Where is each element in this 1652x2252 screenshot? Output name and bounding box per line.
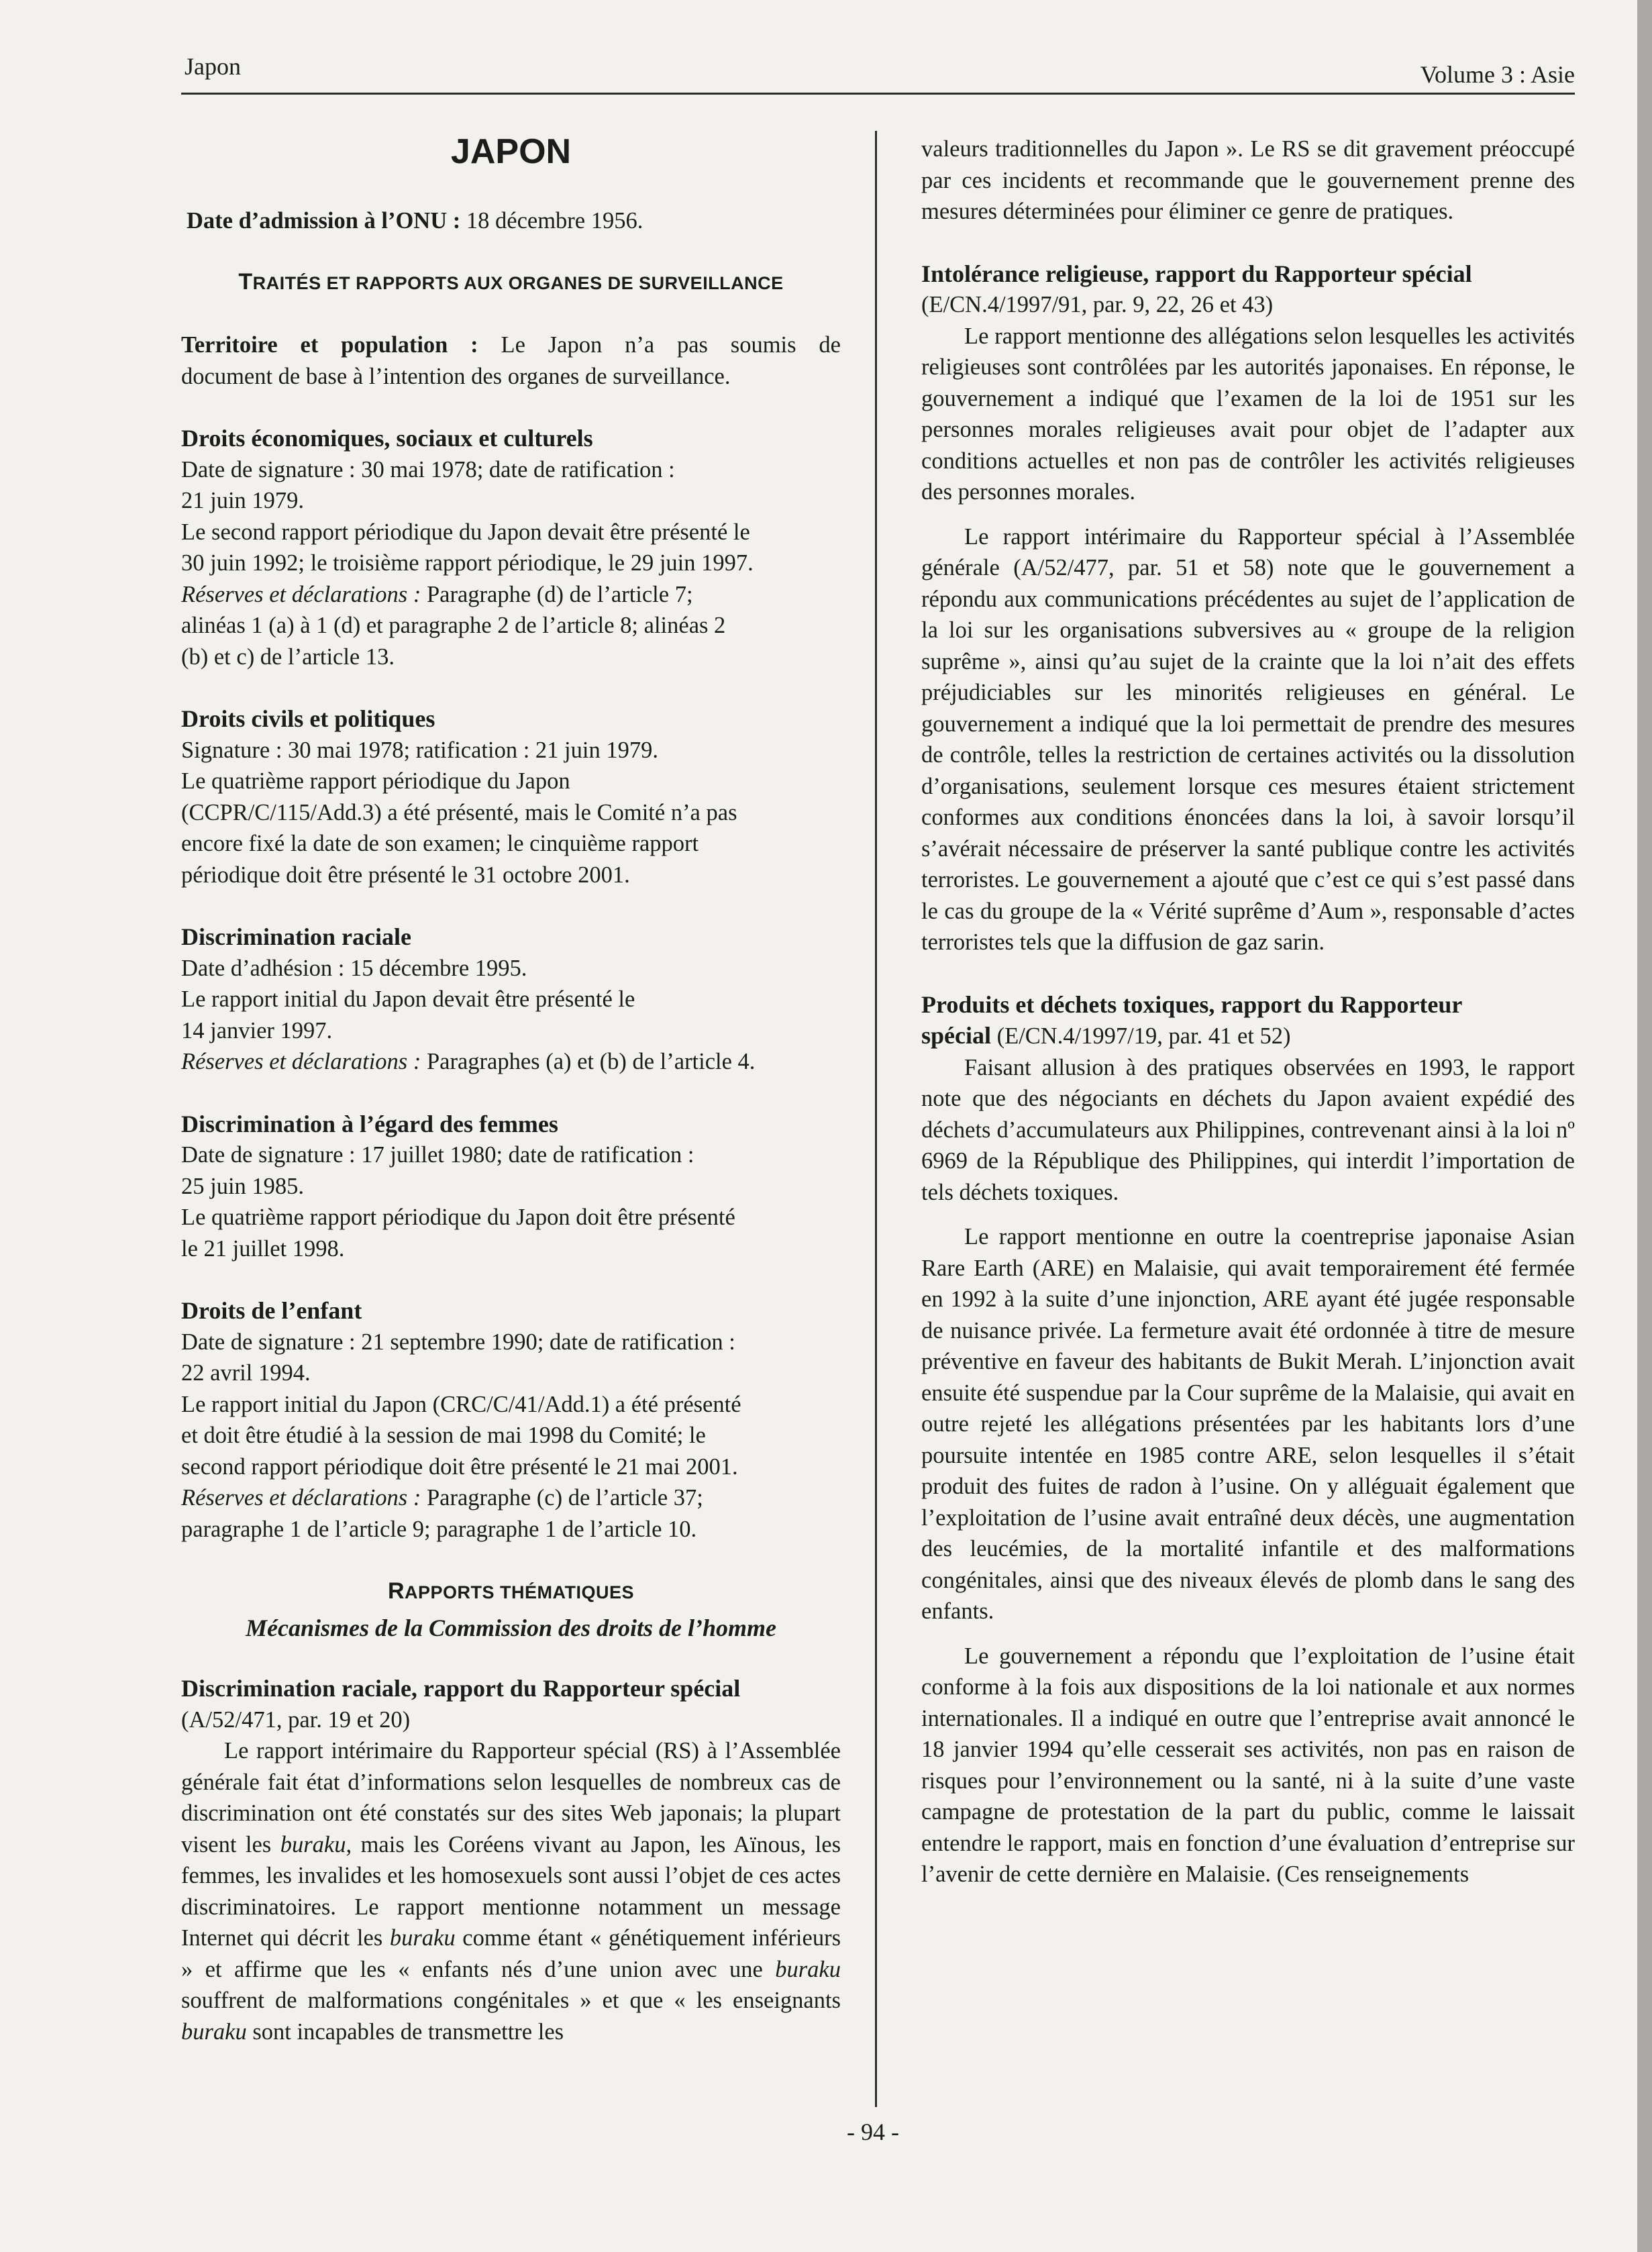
admission-value: 18 décembre 1956. xyxy=(466,208,643,234)
ir-paragraph-1: Le rapport mentionne des allégations selon lesquelles les activités religieuses sont contrôlées par les autorités japonaises. En réponse, le gouvernement a indiqué que l’examen de la loi de 1951 sur les personnes morales religieuses avait pour objet de l’adapter aux conditions actuelles et non pas de contrôler les activités religieuses des personnes morales. xyxy=(921,323,1575,505)
column-divider xyxy=(875,131,877,2107)
pd-block: Produits et déchets toxiques, rapport du Rapporteur spécial (E/CN.4/1997/19, par. 41 et 52) Faisant allusion à des pratiques observées en 1993, le rapport note que des négociants en déchets du Japon avaient expédié des déchets d’accumulateurs aux Philippines, contrevenant ainsi à la loi nº 6969 de la République des Philippines, qui interdit l’importation de tels déchets toxiques. Le rapport mentionne en outre la coentreprise japonaise Asian Rare Earth (ARE) en Malaisie, qui avait temporairement été fermée en 1992 à la suite d’une injonction, ARE ayant été jugée responsable de nuisance privée. La fermeture avait été ordonnée à titre de mesure préventive en faveur des habitants de Bukit Merah. L’injonction avait ensuite été suspendue par la Cour suprême de la Malaisie, qui avait en outre rejeté les allégations présentées par les habitants lors d’une poursuite intentée en 1985 contre ARE, selon lesquelles il s’était produit des fuites de radon à l’usine. On y alléguait également que l’exploitation de l’usine avait entraîné deux décès, une augmentation des leucémies, de la mortalité infantile et des malformations congénitales, ainsi que des niveaux élevés de plomb dans le sang des enfants. Le gouvernement a répondu que l’exploitation de l’usine était conforme à la fois aux dispositions de la loi nationale et aux normes internationales. Il a indiqué en outre que l’entreprise avait annoncé le 18 janvier 1994 qu’elle cesserait ses activités, non pas en raison de risques pour l’environnement ou la santé, ni à la suite d’une vaste campagne de protestation de la part du public, comme le laissait entendre le rapport, mais en fonction d’une évaluation d’entreprise sur l’avenir de cette dernière en Malaisie. (Ces renseignements xyxy=(921,989,1575,1890)
reserves-label: Réserves et déclarations : xyxy=(181,1049,421,1074)
pd-ref: (E/CN.4/1997/19, par. 41 et 52) xyxy=(996,1023,1291,1049)
de-heading: Droits de l’enfant xyxy=(181,1297,362,1324)
running-head-country: Japon xyxy=(185,53,241,80)
drr-continuation: valeurs traditionnelles du Japon ». Le RS se dit gravement préoccupé par ces incidents et recommande que le gouvernement prenne des mesures déterminées pour éliminer ce genre de pratiques. xyxy=(921,136,1575,224)
binding-edge xyxy=(1637,0,1652,2252)
df-block: Discrimination à l’égard des femmes Date de signature : 17 juillet 1980; date de ratification : 25 juin 1985. Le quatrième rapport périodique du Japon doit être présenté le 21 juillet 1998. xyxy=(181,1109,841,1265)
running-head-volume: Volume 3 : Asie xyxy=(1420,61,1575,88)
df-heading: Discrimination à l’égard des femmes xyxy=(181,1110,558,1137)
territoire-block: Territoire et population : Le Japon n’a pas soumis de document de base à l’intention des organes de surveillance. xyxy=(181,332,841,389)
drr-block xyxy=(181,1673,841,2047)
ir-paragraph-2: Le rapport intérimaire du Rapporteur spécial à l’Assemblée générale (A/52/477, par. 51 et 58) note que le gouvernement a répondu aux communications précédentes au sujet de l’application de la loi sur les organisations subversives au « groupe de la religion suprême », ainsi qu’au sujet de la crainte que la loi n’ait des effets préjudiciables sur les minorités religieuses en général. Le gouvernement a indiqué que la loi permettait de prendre des mesures de contrôle, telles la restriction de certaines activités ou la dissolution d’organisations, seulement lorsque ces mesures étaient strictement conformes aux conditions énoncées dans la loi, à savoir lorsqu’il s’avérait nécessaire de préserver la santé publique contre les activités terroristes. Le gouvernement a ajouté que c’est ce qui s’est passé dans le cas du groupe de la « Vérité suprême d’Aum », responsable d’actes terroristes tels que la diffusion de gaz sarin. xyxy=(921,523,1575,955)
de-block: Droits de l’enfant Date de signature : 21 septembre 1990; date de ratification : 22 avril 1994. Le rapport initial du Japon (CRC/C/41/Add.1) a été présenté et doit être étudié à la session de mai 1998 du Comité; le second rapport périodique doit être présenté le 21 mai 2001. Réserves et déclarations : Paragraphe (c) de l’article 37; paragraphe 1 de l’article 9; paragraphe 1 de l’article 10. xyxy=(181,1295,841,1545)
drr-paragraph: Le rapport intérimaire du Rapporteur spécial (RS) à l’Assemblée générale fait état d’informations selon lesquelles de nombreux cas de discrimination ont été constatés sur des sites Web japonais; la plupart visent les buraku, mais les Coréens vivant au Japon, les Aïnous, les femmes, les invalides et les homosexuels sont aussi l’objet de ces actes discriminatoires. Le rapport mentionne notamment un message Internet qui décrit les buraku comme étant « génétiquement inférieurs » et affirme que les « enfants nés d’une union avec une buraku souffrent de malformations congénitales » et que « les enseignants buraku sont incapables de transmettre les xyxy=(181,1738,841,2045)
dr-block: Discrimination raciale Date d’adhésion : 15 décembre 1995. Le rapport initial du Japon devait être présenté le 14 janvier 1997. Réserves et déclarations : Paragraphes (a) et (b) de l’article 4. xyxy=(181,921,841,1078)
admission-date xyxy=(187,205,841,237)
admission-label: Date d’admission à l’ONU : xyxy=(187,208,461,234)
section-heading-treaties: TRAITÉS ET RAPPORTS AUX ORGANES DE SURVEILLANCE xyxy=(238,268,784,295)
pd-paragraph-1: Faisant allusion à des pratiques observées en 1993, le rapport note que des négociants en déchets du Japon avaient expédié des déchets d’accumulateurs aux Philippines, contrevenant ainsi à la loi nº 6969 de la République des Philippines, qui interdit l’importation de tels déchets toxiques. xyxy=(921,1054,1575,1205)
territoire-label: Territoire et population : xyxy=(181,332,478,358)
dr-heading: Discrimination raciale xyxy=(181,923,411,950)
drr-heading: Discrimination raciale, rapport du Rapporteur spécial xyxy=(181,1675,741,1702)
page-number: - 94 - xyxy=(847,2118,899,2145)
mechanisms-subheading: Mécanismes de la Commission des droits de l’homme xyxy=(245,1614,776,1641)
pd-paragraph-3: Le gouvernement a répondu que l’exploitation de l’usine était conforme à la fois aux dispositions de la loi nationale et aux normes internationales. Il a indiqué en outre que l’entreprise avait annoncé le 18 janvier 1994 qu’elle cesserait ses activités, non pas en raison de risques pour l’environnement ou la santé, ni à la suite d’une vaste campagne de protestation de la part du public, comme le laissait entendre le rapport, mais en fonction d’une évaluation d’entreprise sur l’avenir de cette dernière en Malaisie. (Ces renseignements xyxy=(921,1643,1575,1887)
desc-heading: Droits économiques, sociaux et culturels xyxy=(181,425,593,452)
header-rule xyxy=(181,93,1575,95)
ir-block xyxy=(921,258,1575,958)
desc-block: Droits économiques, sociaux et culturels Date de signature : 30 mai 1978; date de ratification : 21 juin 1979. Le second rapport périodique du Japon devait être présenté le 30 juin 1992; le troisième rapport périodique, le 29 juin 1997. Réserves et déclarations : Paragraphe (d) de l’article 7; alinéas 1 (a) à 1 (d) et paragraphe 2 de l’article 8; alinéas 2 (b) et c) de l’article 13. xyxy=(181,423,841,672)
ir-ref: (E/CN.4/1997/91, par. 9, 22, 26 et 43) xyxy=(921,292,1274,317)
dcp-block: Droits civils et politiques Signature : 30 mai 1978; ratification : 21 juin 1979. Le quatrième rapport périodique du Japon (CCPR/C/115/Add.3) a été présenté, mais le Comité n’a pas encore fixé la date de son examen; le cinquième rapport périodique doit être présenté le 31 octobre 2001. xyxy=(181,703,841,890)
reserves-label: Réserves et déclarations : xyxy=(181,581,421,607)
pd-heading: Produits et déchets toxiques, rapport du Rapporteur xyxy=(921,990,1463,1018)
section-heading-thematic: RAPPORTS THÉMATIQUES xyxy=(387,1578,635,1604)
dcp-heading: Droits civils et politiques xyxy=(181,705,435,732)
left-column xyxy=(181,121,841,2047)
pd-paragraph-2: Le rapport mentionne en outre la coentreprise japonaise Asian Rare Earth (ARE) en Malaisie, qui avait temporairement été fermée en 1992 à la suite d’une injonction, ARE ayant été jugée responsable de nuisance privée. La fermeture avait été ordonnée à titre de mesure préventive en faveur des habitants de Bukit Merah. L’injonction avait ensuite été suspendue par la Cour suprême de la Malaisie, qui avait en outre rejeté les allégations présentées par les habitants lors d’une poursuite intentée en 1985 contre ARE, selon lesquelles il s’était produit des fuites de radon à l’usine. On y alléguait également que l’exploitation de l’usine avait entraîné deux décès, une augmentation des leucémies, de la mortalité infantile et des malformations congénitales, ainsi que des niveaux élevés de plomb dans le sang des enfants. xyxy=(921,1224,1575,1624)
reserves-label: Réserves et déclarations : xyxy=(181,1485,421,1511)
drr-ref: (A/52/471, par. 19 et 20) xyxy=(181,1706,411,1733)
right-column xyxy=(921,134,1575,1890)
ir-heading: Intolérance religieuse, rapport du Rapporteur spécial xyxy=(921,260,1472,287)
page-title: JAPON xyxy=(450,132,572,171)
